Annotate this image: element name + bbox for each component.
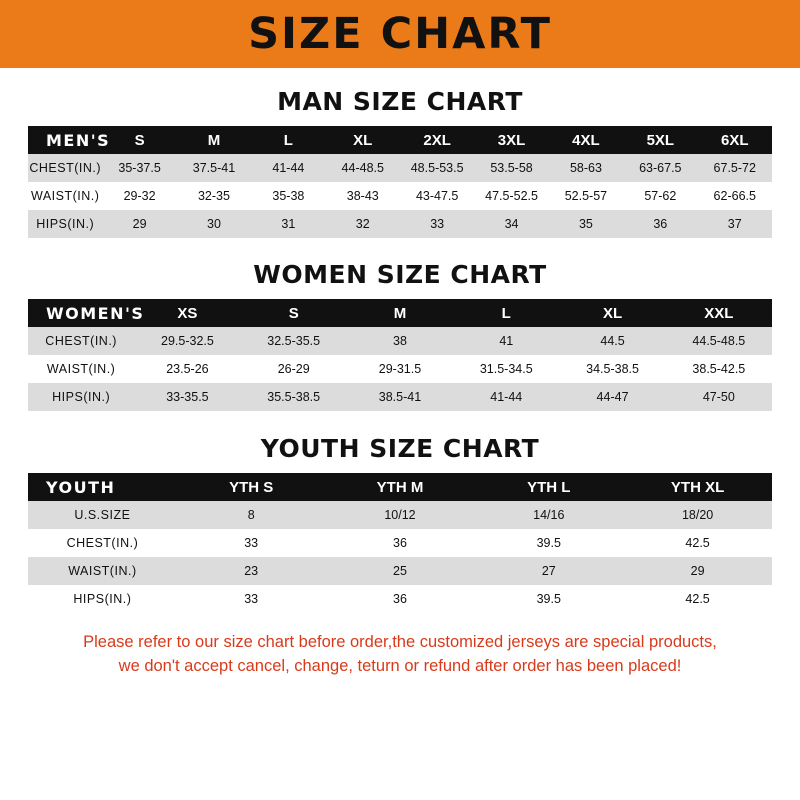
section-title-man: MAN SIZE CHART <box>277 87 523 116</box>
man-header-cell-7: 4XL <box>572 131 600 149</box>
man-r2-c8: 36 <box>653 217 668 231</box>
man-r2-c7: 35 <box>578 217 593 231</box>
youth-r0-c2: 10/12 <box>384 508 416 522</box>
man-r1-c8: 57-62 <box>644 189 677 203</box>
youth-header-cell-1: YTH S <box>229 478 274 496</box>
man-header-cell-6: 3XL <box>497 131 526 149</box>
women-r0-c5: 44.5 <box>600 334 625 348</box>
women-r0-c2: 32.5-35.5 <box>267 334 321 348</box>
women-r2-c1: 33-35.5 <box>166 390 209 404</box>
table-row <box>28 327 772 355</box>
man-table-head <box>28 126 772 154</box>
women-table-head <box>28 299 772 327</box>
table-header-row <box>28 473 772 501</box>
page-title: SIZE CHART <box>248 8 552 59</box>
youth-r3-c0: HIPS(IN.) <box>73 592 132 606</box>
man-r0-c7: 58-63 <box>569 161 602 175</box>
man-r0-c2: 37.5-41 <box>192 161 236 175</box>
table-row <box>28 501 772 529</box>
youth-r3-c2: 36 <box>393 592 407 606</box>
man-r1-c5: 43-47.5 <box>415 189 459 203</box>
youth-header-cell-3: YTH L <box>527 478 571 496</box>
women-r0-c4: 41 <box>499 334 514 348</box>
women-r1-c0: WAIST(IN.) <box>46 362 116 376</box>
women-r1-c1: 23.5-26 <box>166 362 209 376</box>
women-r1-c4: 31.5-34.5 <box>479 362 533 376</box>
man-r2-c9: 37 <box>727 217 742 231</box>
man-r0-c9: 67.5-72 <box>713 161 756 175</box>
man-r2-c3: 31 <box>281 217 296 231</box>
youth-header-cell-4: YTH XL <box>670 478 725 496</box>
man-table-body <box>28 154 772 238</box>
women-r1-c6: 38.5-42.5 <box>692 362 746 376</box>
youth-table-head <box>28 473 772 501</box>
youth-header-cell-0: YOUTH <box>46 477 116 497</box>
man-r1-c7: 52.5-57 <box>564 189 608 203</box>
women-header-cell-2: S <box>288 304 299 322</box>
women-r1-c3: 29-31.5 <box>378 362 422 376</box>
women-header-cell-6: XXL <box>704 304 734 322</box>
youth-table-body <box>28 501 772 613</box>
women-r1-c2: 26-29 <box>277 362 310 376</box>
women-r2-c4: 41-44 <box>490 390 523 404</box>
women-r2-c2: 35.5-38.5 <box>267 390 321 404</box>
table-row <box>28 182 772 210</box>
man-r0-c1: 35-37.5 <box>118 161 161 175</box>
youth-r0-c0: U.S.SIZE <box>74 508 131 522</box>
women-r2-c6: 47-50 <box>702 390 735 404</box>
man-r1-c1: 29-32 <box>123 189 156 203</box>
women-r0-c0: CHEST(IN.) <box>45 334 117 348</box>
man-r2-c2: 30 <box>207 217 221 231</box>
man-header-cell-9: 6XL <box>721 131 749 149</box>
women-r0-c6: 44.5-48.5 <box>692 334 746 348</box>
youth-r1-c2: 36 <box>393 536 407 550</box>
youth-r3-c1: 33 <box>244 592 259 606</box>
youth-r1-c0: CHEST(IN.) <box>66 536 139 550</box>
youth-r2-c2: 25 <box>393 564 407 578</box>
man-r0-c0: CHEST(IN.) <box>29 161 102 175</box>
youth-r0-c4: 18/20 <box>681 508 714 522</box>
table-row <box>28 154 772 182</box>
man-size-table <box>28 126 772 238</box>
women-header-cell-0: WOMEN'S <box>46 303 145 323</box>
man-header-cell-2: M <box>207 131 221 149</box>
youth-r1-c3: 39.5 <box>536 536 561 550</box>
man-r0-c3: 41-44 <box>272 161 305 175</box>
man-r1-c3: 35-38 <box>272 189 305 203</box>
women-r2-c5: 44-47 <box>596 390 629 404</box>
man-r2-c0: HIPS(IN.) <box>36 217 95 231</box>
section-title-youth: YOUTH SIZE CHART <box>260 434 540 463</box>
man-r2-c5: 33 <box>430 217 445 231</box>
man-header-cell-0: MEN'S <box>46 130 111 150</box>
women-header-cell-3: M <box>393 304 407 322</box>
table-header-row <box>28 126 772 154</box>
youth-r1-c1: 33 <box>244 536 259 550</box>
man-header-cell-8: 5XL <box>646 131 675 149</box>
youth-r1-c4: 42.5 <box>685 536 710 550</box>
footer-note-line-2: we don't accept cancel, change, teturn or refund after order has been placed! <box>118 656 682 675</box>
man-r0-c4: 44-48.5 <box>341 161 384 175</box>
youth-size-table <box>28 473 772 613</box>
man-r2-c4: 32 <box>355 217 370 231</box>
youth-r0-c3: 14/16 <box>533 508 565 522</box>
man-r1-c0: WAIST(IN.) <box>30 189 100 203</box>
table-row <box>28 585 772 613</box>
man-r0-c6: 53.5-58 <box>490 161 533 175</box>
youth-r2-c1: 23 <box>244 564 259 578</box>
women-header-cell-5: XL <box>602 304 623 322</box>
man-r0-c8: 63-67.5 <box>639 161 682 175</box>
table-row <box>28 210 772 238</box>
youth-r2-c3: 27 <box>541 564 556 578</box>
women-header-cell-1: XS <box>177 304 198 322</box>
table-row <box>28 529 772 557</box>
man-header-cell-4: XL <box>353 131 373 149</box>
table-header-row <box>28 299 772 327</box>
man-size-table-wrap <box>28 126 772 238</box>
section-title-women: WOMEN SIZE CHART <box>253 260 547 289</box>
page-banner <box>0 0 800 68</box>
man-r1-c9: 62-66.5 <box>713 189 756 203</box>
man-r0-c5: 48.5-53.5 <box>410 161 464 175</box>
man-r1-c2: 32-35 <box>197 189 230 203</box>
women-r2-c3: 38.5-41 <box>378 390 422 404</box>
women-table-body <box>28 327 772 411</box>
women-r0-c3: 38 <box>393 334 407 348</box>
youth-header-cell-2: YTH M <box>376 478 424 496</box>
women-r1-c5: 34.5-38.5 <box>586 362 639 376</box>
women-r0-c1: 29.5-32.5 <box>161 334 214 348</box>
youth-r3-c3: 39.5 <box>536 592 561 606</box>
youth-r3-c4: 42.5 <box>685 592 710 606</box>
man-r2-c1: 29 <box>132 217 147 231</box>
footer-note <box>22 631 778 679</box>
man-r2-c6: 34 <box>504 217 519 231</box>
table-row <box>28 557 772 585</box>
women-r2-c0: HIPS(IN.) <box>52 390 111 404</box>
women-size-table-wrap <box>28 299 772 411</box>
man-r1-c6: 47.5-52.5 <box>485 189 538 203</box>
youth-r2-c4: 29 <box>690 564 705 578</box>
man-header-cell-3: L <box>283 131 293 149</box>
table-row <box>28 355 772 383</box>
women-header-cell-4: L <box>501 304 511 322</box>
youth-r0-c1: 8 <box>247 508 255 522</box>
table-row <box>28 383 772 411</box>
man-header-cell-1: S <box>134 131 145 149</box>
man-r1-c4: 38-43 <box>346 189 379 203</box>
women-size-table <box>28 299 772 411</box>
youth-size-table-wrap <box>28 473 772 613</box>
youth-r2-c0: WAIST(IN.) <box>68 564 137 578</box>
man-header-cell-5: 2XL <box>423 131 451 149</box>
footer-note-line-1: Please refer to our size chart before order,the customized jerseys are special products, <box>83 633 717 651</box>
